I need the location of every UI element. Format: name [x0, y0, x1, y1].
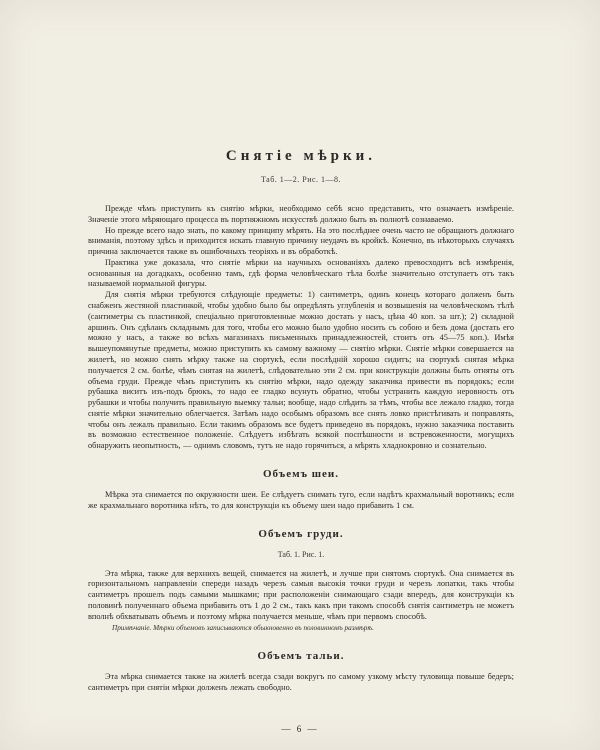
section-paragraph: Эта мѣрка снимается также на жилетѣ всегда сзади вокругъ по самому узкому мѣсту туловища повыше бедеръ; сантиметръ при снятіи мѣрки долженъ лежать свободно. — [88, 671, 514, 692]
section-heading-chest: Объемъ груди. — [258, 527, 344, 540]
figures-reference: Таб. 1—2. Рис. 1—8. — [260, 175, 342, 184]
section-paragraph: Мѣрка эта снимается по окружности шеи. Ее слѣдуетъ снимать туго, если надѣтъ крахмальный воротникъ; если же крахмальнаго воротника нѣтъ, то для конструкціи къ объему шеи надо прибавить 1 см. — [88, 489, 514, 510]
figures-reference: Таб. 1. Рис. 1. — [277, 549, 325, 559]
footnote: Примѣчаніе. Мѣрки объемовъ записываются обыкновенно въ половинномъ размѣрѣ. — [112, 624, 374, 633]
intro-paragraph: Для снятія мѣрки требуются слѣдующіе предметы: 1) сантиметръ, одинъ конецъ котораго долженъ быть снабженъ жестяной пластинкой, чтобы удобно было бы опредѣлять углубленія и возвышенія на человѣческомъ тѣлѣ (сантиметры съ пластинкой, спеціально приготовленные можно достать у насъ, цѣна 40 коп. за шт.); 2) складной аршинъ. Онъ сдѣланъ складнымъ для того, чтобы его можно было удобно носить съ собою и безъ дома (достать его можно у насъ, а также во всѣхъ магазинахъ письменныхъ принадлежностей, стоитъ отъ 45—75 коп.). Имѣя вышеупомянутые предметы, можно приступить къ самому важному — снятію мѣрки. Снятіе мѣрки совершается на жилетѣ, но можно снять мѣрку также на сюртукѣ, если послѣдній хорошо сидитъ; на сюртукѣ снятая мѣрка получается 2 см. болѣе, чѣмъ снятая на жилетѣ, слѣдовательно эти 2 см. при конструкціи должны быть отняты отъ объема груди. Прежде чѣмъ приступить къ снятію мѣрки, надо одежду заказчика привести въ порядокъ; если рубашка виситъ изъ-подъ брюкъ, то надо ее гладко всунуть обратно, чтобы устранить каждую неровность отъ рубашки и чтобы получить правильную выемку тальи; вообще, надо слѣдить за тѣмъ, чтобы все лежало гладко, тогда снятіе мѣрки значительно облегчается. Затѣмъ надо особымъ образомъ все снять ловко пристѣгивать и поправлять, чтобы онъ лежалъ правильно. Если такимъ образомъ все будетъ приведено въ порядокъ, нужно заказчика поставить въ возможно естественное положеніе. Слѣдуетъ избѣгать всякой поспѣшности и встревоженности, могущихъ обнаружить неопытность, — однимъ словомъ, тутъ не надо горячиться, а мѣрять хладнокровно и сознательно. — [88, 290, 514, 451]
page-content — [88, 0, 514, 693]
page-number: — 6 — — [281, 724, 319, 734]
section-heading-waist: Объемъ тальи. — [257, 649, 345, 662]
section-paragraph: Эта мѣрка, также для верхнихъ вещей, снимается на жилетѣ, и лучше при снятомъ сюртукѣ. Она снимается въ горизонтальномъ направленіи спереди назадъ черезъ самыя высокія точки груди и черезъ лопатки, такъ чтобы сантиметръ прошелъ подъ самыми мышками; при расположеніи снимающаго сзади впередъ, для конструкціи къ половинѣ полученнаго объема прибавить отъ 1 до 2 см., такъ какъ при такомъ способѣ снятія сантиметръ не можетъ вполнѣ обхватывать объемъ и поэтому мѣрка получается меньше, чѣмъ при первомъ способѣ. — [88, 568, 514, 621]
intro-paragraph: Но прежде всего надо знать, по какому принципу мѣрять. На это послѣднее очень часто не обращаютъ должнаго вниманія, поэтому здѣсь и приходится искать главную причину неудачъ въ кройкѣ. Конечно, въ нѣкоторыхъ случаяхъ причина заключается также въ ошибочныхъ теоріяхъ и въ обработкѣ. — [88, 225, 514, 257]
intro-paragraph: Прежде чѣмъ приступить къ снятію мѣрки, необходимо себѣ ясно представить, что означаетъ измѣреніе. Значеніе этого мѣряющаго процесса въ портняжномъ искусствѣ должно быть въ полнотѣ сознаваемо. — [88, 204, 514, 224]
intro-paragraph: Практика уже доказала, что снятіе мѣрки на научныхъ основаніяхъ далеко превосходитъ всѣ измѣренія, основанныя на догадкахъ, особенно тамъ, гдѣ форма человѣческаго тѣла болѣе значительно отступаетъ отъ такъ называемой нормальной фигуры. — [88, 257, 514, 289]
page-title: Снятіе мѣрки. — [225, 148, 377, 164]
section-heading-neck: Объемъ шеи. — [263, 467, 339, 480]
